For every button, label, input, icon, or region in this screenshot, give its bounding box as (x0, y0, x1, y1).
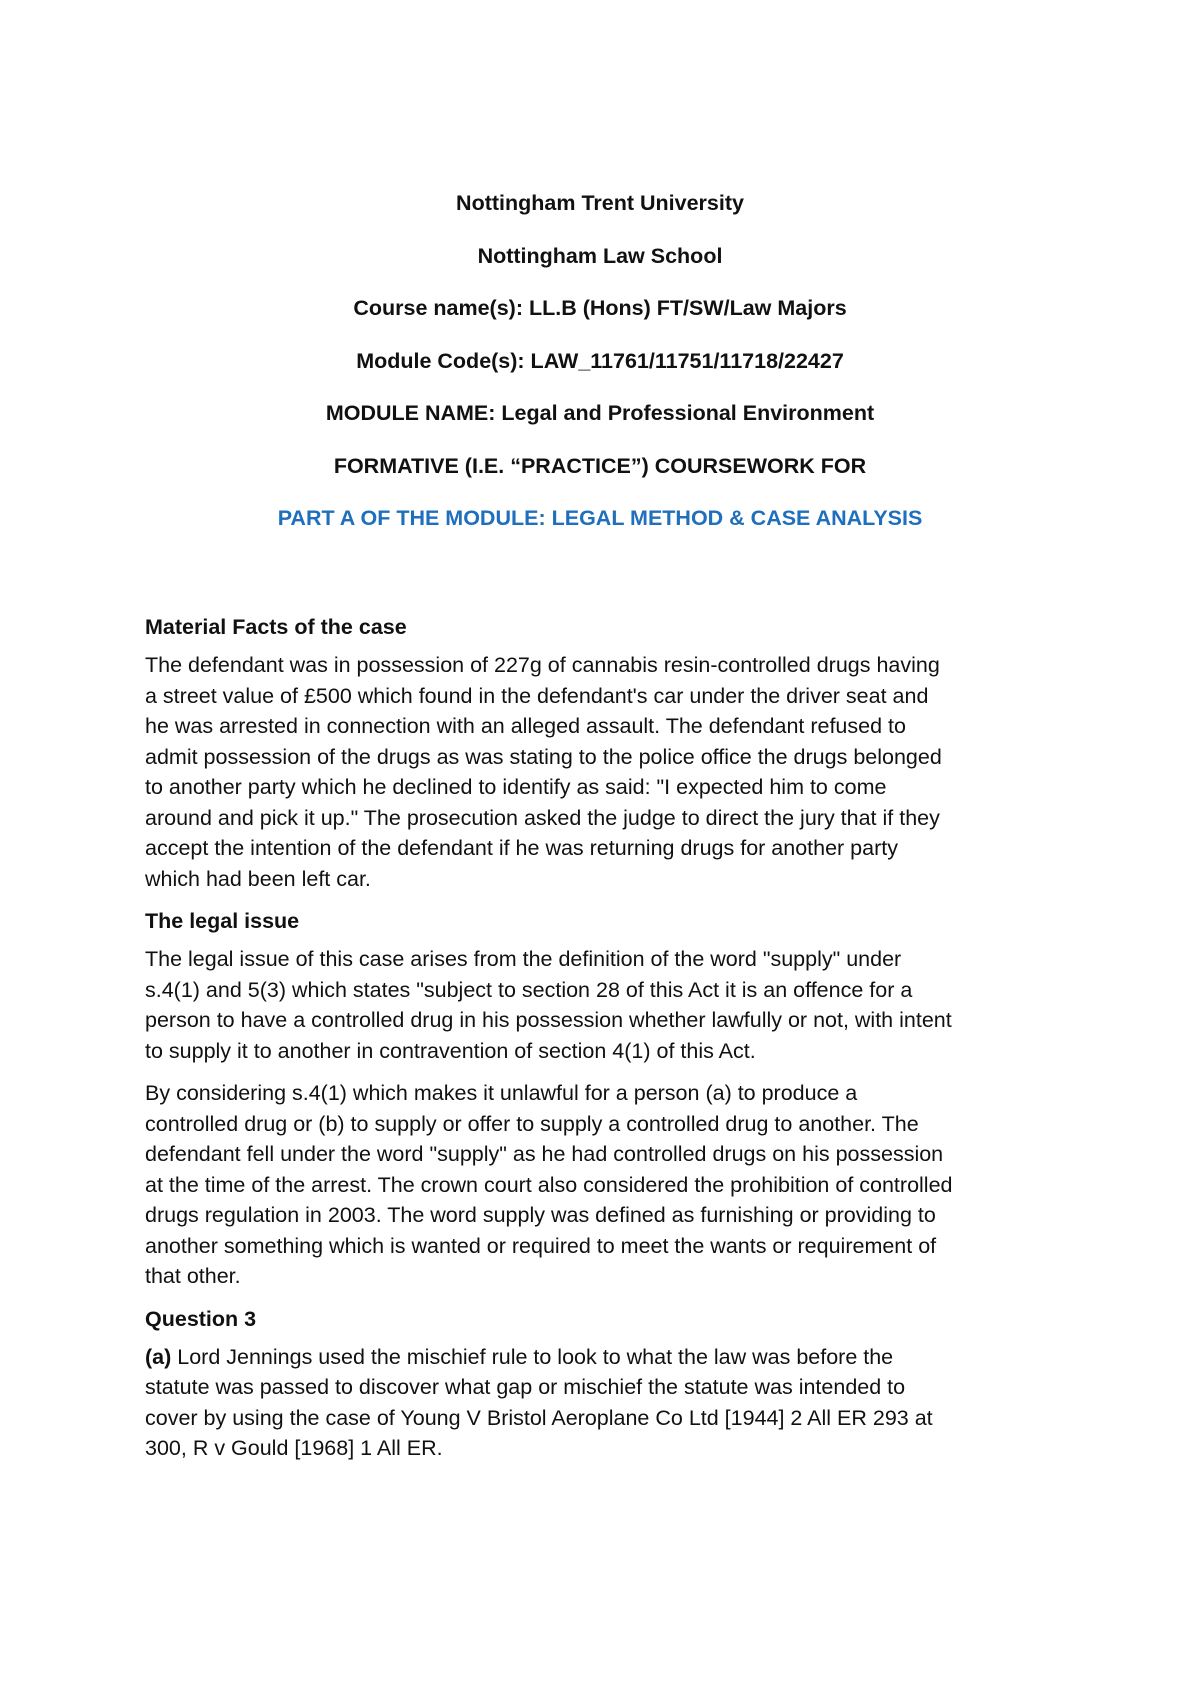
text-line: another something which is wanted or required to meet the wants or requirement of (145, 1233, 937, 1258)
text-line: to supply it to another in contravention of section 4(1) of this Act. (145, 1038, 756, 1063)
text-line: accept the intention of the defendant if he was returning drugs for another party (145, 836, 898, 860)
facts-heading: Material Facts of the case (145, 615, 407, 639)
text-line: 300, R v Gould [1968] 1 All ER. (145, 1436, 443, 1460)
text-line: statute was passed to discover what gap or mischief the statute was intended to (145, 1375, 906, 1399)
cover-header (0, 188, 1200, 556)
text-line: The defendant was in possession of 227g of cannabis resin-controlled drugs having (145, 653, 940, 677)
part-a-label: (a) (145, 1344, 172, 1369)
text-line: s.4(1) and 5(3) which states "subject to section 28 of this Act it is an offence for a (145, 977, 913, 1002)
text-line: cover by using the case of Young V Bristol Aeroplane Co Ltd [1944] 2 All ER 293 at (145, 1405, 933, 1430)
legal-issue-paragraph-2 (145, 1078, 1075, 1292)
text-line: a street value of £500 which found in the defendant's car under the driver seat and (145, 683, 929, 708)
text-line: to another party which he declined to identify as said: "I expected him to come (145, 775, 887, 799)
module-code: Module Code(s): LAW_11761/11751/11718/22427 (356, 348, 844, 373)
formative-title: FORMATIVE (I.E. “PRACTICE”) COURSEWORK FOR (333, 453, 867, 478)
text-line: which had been left car. (145, 866, 371, 891)
legal-issue-heading: The legal issue (145, 909, 300, 933)
text-line: admit possession of the drugs as was stating to the police office the drugs belonged (145, 744, 942, 769)
text-line: around and pick it up." The prosecution asked the judge to direct the jury that if they (145, 805, 940, 830)
facts-paragraph (145, 650, 1075, 894)
text-fragment: Lord Jennings used the mischief rule to look to what the law was before the (171, 1344, 894, 1369)
question-3-heading: Question 3 (145, 1306, 257, 1331)
document-body (145, 612, 1075, 1476)
text-line (145, 1342, 1075, 1373)
module-name: MODULE NAME: Legal and Professional Environment (325, 401, 875, 425)
text-line: he was arrested in connection with an alleged assault. The defendant refused to (145, 714, 906, 738)
legal-issue-paragraph-1 (145, 944, 1075, 1066)
text-line: person to have a controlled drug in his possession whether lawfully or not, with intent (145, 1008, 952, 1032)
text-line: By considering s.4(1) which makes it unlawful for a person (a) to produce a (145, 1081, 858, 1105)
text-line: that other. (145, 1264, 241, 1288)
text-line: controlled drug or (b) to supply or offer to supply a controlled drug to another. The (145, 1111, 919, 1136)
text-line: drugs regulation in 2003. The word supply was defined as furnishing or providing to (145, 1203, 936, 1227)
question-3-paragraph (145, 1342, 1075, 1464)
text-line: at the time of the arrest. The crown court also considered the prohibition of controlled (145, 1172, 953, 1197)
text-line: The legal issue of this case arises from the definition of the word "supply" under (145, 947, 902, 971)
university-name: Nottingham Trent University (456, 191, 744, 215)
part-title: PART A OF THE MODULE: LEGAL METHOD & CASE ANALYSIS (277, 506, 923, 530)
course-name: Course name(s): LL.B (Hons) FT/SW/Law Majors (353, 296, 847, 320)
text-line: defendant fell under the word "supply" as he had controlled drugs on his possession (145, 1142, 944, 1166)
school-name: Nottingham Law School (477, 243, 723, 268)
